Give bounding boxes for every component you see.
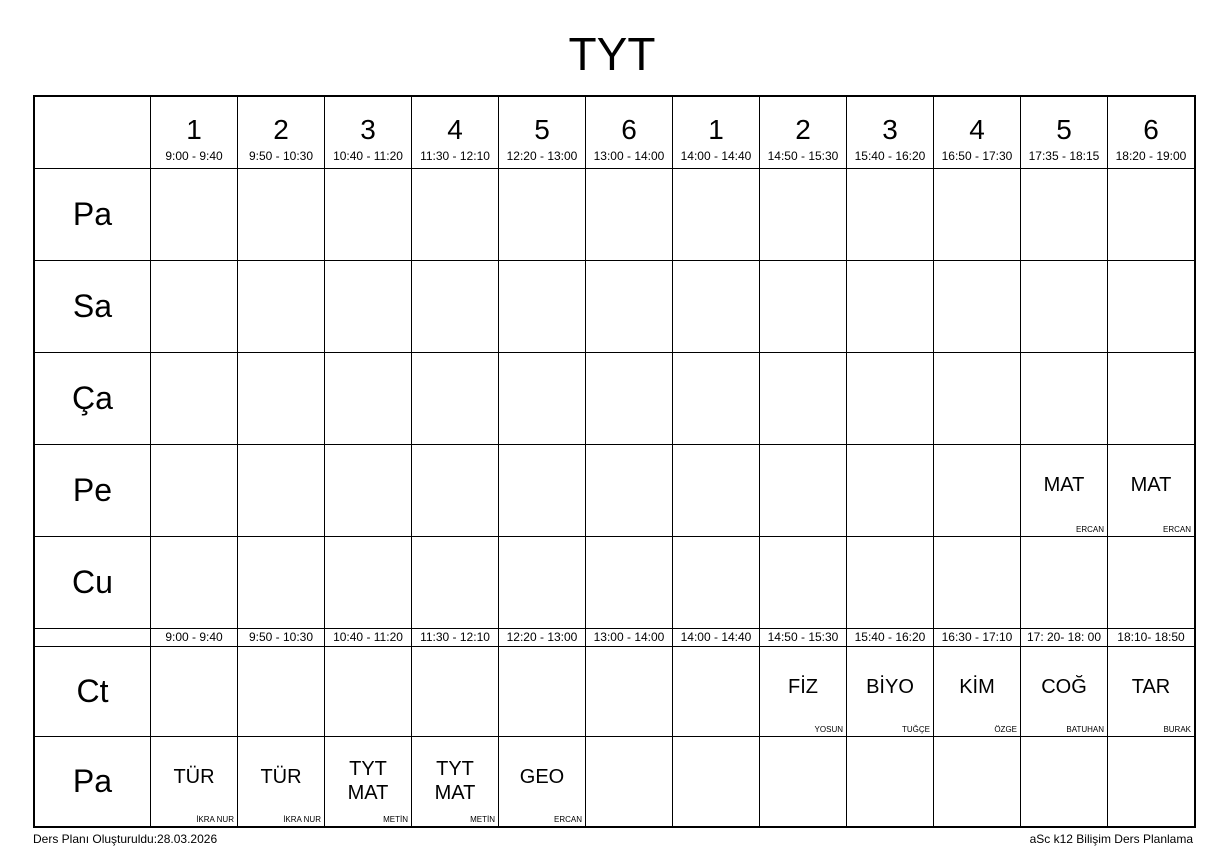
period-header [499,96,586,169]
lesson-cell [1108,537,1196,629]
period-header [1108,96,1196,169]
lesson-cell [934,169,1021,261]
lesson-cell [151,647,238,737]
lesson-cell [412,169,499,261]
lesson-cell [673,737,760,828]
period-time: 16:50 - 17:30 [941,149,1013,163]
period-number: 3 [882,114,898,145]
weekend-times-row [34,629,1195,647]
footer-software-credit: aSc k12 Bilişim Ders Planlama [1029,832,1193,846]
teacher-label: İKRA NUR [283,815,321,824]
lesson-cell [1108,647,1196,737]
weekend-period-time: 13:00 - 14:00 [586,629,673,647]
period-time: 9:50 - 10:30 [248,149,314,163]
lesson-cell [847,261,934,353]
lesson-cell [412,647,499,737]
lesson-cell [586,537,673,629]
lesson-cell [1021,537,1108,629]
subject-label: GEO [519,766,565,788]
weekend-period-time: 14:50 - 15:30 [760,629,847,647]
teacher-label: BURAK [1163,725,1191,734]
lesson-cell [1021,261,1108,353]
weekend-period-time: 10:40 - 11:20 [325,629,412,647]
lesson-cell [760,169,847,261]
day-row [34,261,1195,353]
lesson-cell [673,261,760,353]
lesson-cell [1021,445,1108,537]
lesson-cell [1108,737,1196,828]
lesson-cell [151,737,238,828]
period-number: 6 [1143,114,1159,145]
lesson-cell [934,647,1021,737]
lesson-cell [499,737,586,828]
lesson-cell [499,537,586,629]
lesson-cell [238,537,325,629]
subject-label: BİYO [866,676,914,698]
lesson-cell [325,353,412,445]
lesson-cell [847,737,934,828]
lesson-cell [586,353,673,445]
footer-created-date: Ders Planı Oluşturuldu:28.03.2026 [33,832,218,846]
lesson-cell [1021,169,1108,261]
lesson-cell [1021,647,1108,737]
lesson-cell [412,445,499,537]
lesson-cell [586,169,673,261]
lesson-cell [151,537,238,629]
subject-label: MAT [1130,474,1172,496]
lesson-cell [1108,445,1196,537]
period-header [673,96,760,169]
period-number: 4 [447,114,463,145]
lesson-cell [760,537,847,629]
lesson-cell [325,647,412,737]
period-header [151,96,238,169]
period-number: 4 [969,114,985,145]
weekend-period-time: 11:30 - 12:10 [412,629,499,647]
corner-cell [34,96,151,169]
lesson-cell [760,261,847,353]
lesson-cell [586,647,673,737]
period-time: 14:00 - 14:40 [680,149,752,163]
period-header-row [34,96,1195,169]
weekend-period-time: 9:50 - 10:30 [238,629,325,647]
period-header [412,96,499,169]
lesson-cell [934,445,1021,537]
period-header [238,96,325,169]
lesson-cell [847,647,934,737]
period-number: 3 [360,114,376,145]
lesson-cell [151,445,238,537]
period-time: 14:50 - 15:30 [767,149,839,163]
lesson-cell [238,261,325,353]
lesson-cell [238,445,325,537]
lesson-cell [934,261,1021,353]
lesson-cell [325,261,412,353]
teacher-label: ÖZGE [994,725,1017,734]
lesson-cell [151,353,238,445]
period-time: 12:20 - 13:00 [506,149,578,163]
period-number: 1 [186,114,202,145]
teacher-label: TUĞÇE [902,725,930,734]
period-header [760,96,847,169]
period-time: 13:00 - 14:00 [593,149,665,163]
lesson-cell [760,353,847,445]
teacher-label: METİN [470,815,495,824]
teacher-label: BATUHAN [1066,725,1104,734]
weekend-period-time: 18:10- 18:50 [1108,629,1196,647]
period-header [1021,96,1108,169]
weekend-period-time: 16:30 - 17:10 [934,629,1021,647]
lesson-cell [151,261,238,353]
lesson-cell [847,169,934,261]
weekend-day-row [34,647,1195,737]
period-time: 9:00 - 9:40 [165,149,223,163]
lesson-cell [238,169,325,261]
period-time: 15:40 - 16:20 [854,149,926,163]
weekend-period-time: 17: 20- 18: 00 [1021,629,1108,647]
day-label: Cu [34,537,151,629]
blank-cell [34,629,151,647]
lesson-cell [1021,737,1108,828]
lesson-cell [499,647,586,737]
subject-label: TÜR [173,766,215,788]
teacher-label: İKRA NUR [196,815,234,824]
lesson-cell [151,169,238,261]
day-row [34,169,1195,261]
lesson-cell [412,737,499,828]
period-time: 17:35 - 18:15 [1028,149,1100,163]
lesson-cell [1108,169,1196,261]
lesson-cell [499,353,586,445]
lesson-cell [760,445,847,537]
lesson-cell [499,169,586,261]
subject-label: MAT [1043,474,1085,496]
period-header [934,96,1021,169]
day-row [34,445,1195,537]
period-time: 10:40 - 11:20 [333,149,403,163]
lesson-cell [238,353,325,445]
lesson-cell [673,169,760,261]
weekend-period-time: 14:00 - 14:40 [673,629,760,647]
lesson-cell [325,737,412,828]
period-header [325,96,412,169]
period-number: 2 [795,114,811,145]
lesson-cell [499,261,586,353]
teacher-label: METİN [383,815,408,824]
lesson-cell [673,647,760,737]
lesson-cell [760,737,847,828]
teacher-label: ERCAN [553,815,582,824]
teacher-label: YOSUN [814,725,843,734]
period-time: 18:20 - 19:00 [1115,149,1187,163]
lesson-cell [1021,353,1108,445]
lesson-cell [412,261,499,353]
lesson-cell [586,261,673,353]
lesson-cell [586,445,673,537]
subject-label: TYT MAT [434,758,476,804]
teacher-label: ERCAN [1075,525,1104,534]
timetable [33,95,1196,828]
lesson-cell [934,353,1021,445]
lesson-cell [934,737,1021,828]
lesson-cell [673,537,760,629]
page-title: TYT [568,28,656,80]
lesson-cell [847,445,934,537]
subject-label: TÜR [260,766,302,788]
weekend-period-time: 15:40 - 16:20 [847,629,934,647]
lesson-cell [499,445,586,537]
weekend-period-time: 9:00 - 9:40 [151,629,238,647]
day-label: Pa [34,169,151,261]
period-number: 6 [621,114,637,145]
lesson-cell [673,353,760,445]
period-time: 11:30 - 12:10 [420,149,490,163]
day-row [34,353,1195,445]
lesson-cell [1108,353,1196,445]
period-number: 2 [273,114,289,145]
period-number: 5 [534,114,550,145]
lesson-cell [325,445,412,537]
teacher-label: ERCAN [1162,525,1191,534]
day-label: Sa [34,261,151,353]
lesson-cell [412,353,499,445]
period-header [586,96,673,169]
subject-label: KİM [959,676,995,698]
day-label: Ça [34,353,151,445]
lesson-cell [238,647,325,737]
lesson-cell [325,537,412,629]
lesson-cell [325,169,412,261]
lesson-cell [760,647,847,737]
subject-label: FİZ [788,676,818,698]
weekend-period-time: 12:20 - 13:00 [499,629,586,647]
subject-label: COĞ [1041,676,1087,698]
lesson-cell [586,737,673,828]
day-label: Pe [34,445,151,537]
day-label: Pa [34,737,151,828]
lesson-cell [847,353,934,445]
period-header [847,96,934,169]
period-number: 5 [1056,114,1072,145]
lesson-cell [847,537,934,629]
day-label: Ct [34,647,151,737]
lesson-cell [238,737,325,828]
lesson-cell [673,445,760,537]
lesson-cell [1108,261,1196,353]
period-number: 1 [708,114,724,145]
lesson-cell [934,537,1021,629]
subject-label: TAR [1131,676,1171,698]
lesson-cell [412,537,499,629]
weekend-day-row [34,737,1195,828]
day-row [34,537,1195,629]
subject-label: TYT MAT [347,758,389,804]
